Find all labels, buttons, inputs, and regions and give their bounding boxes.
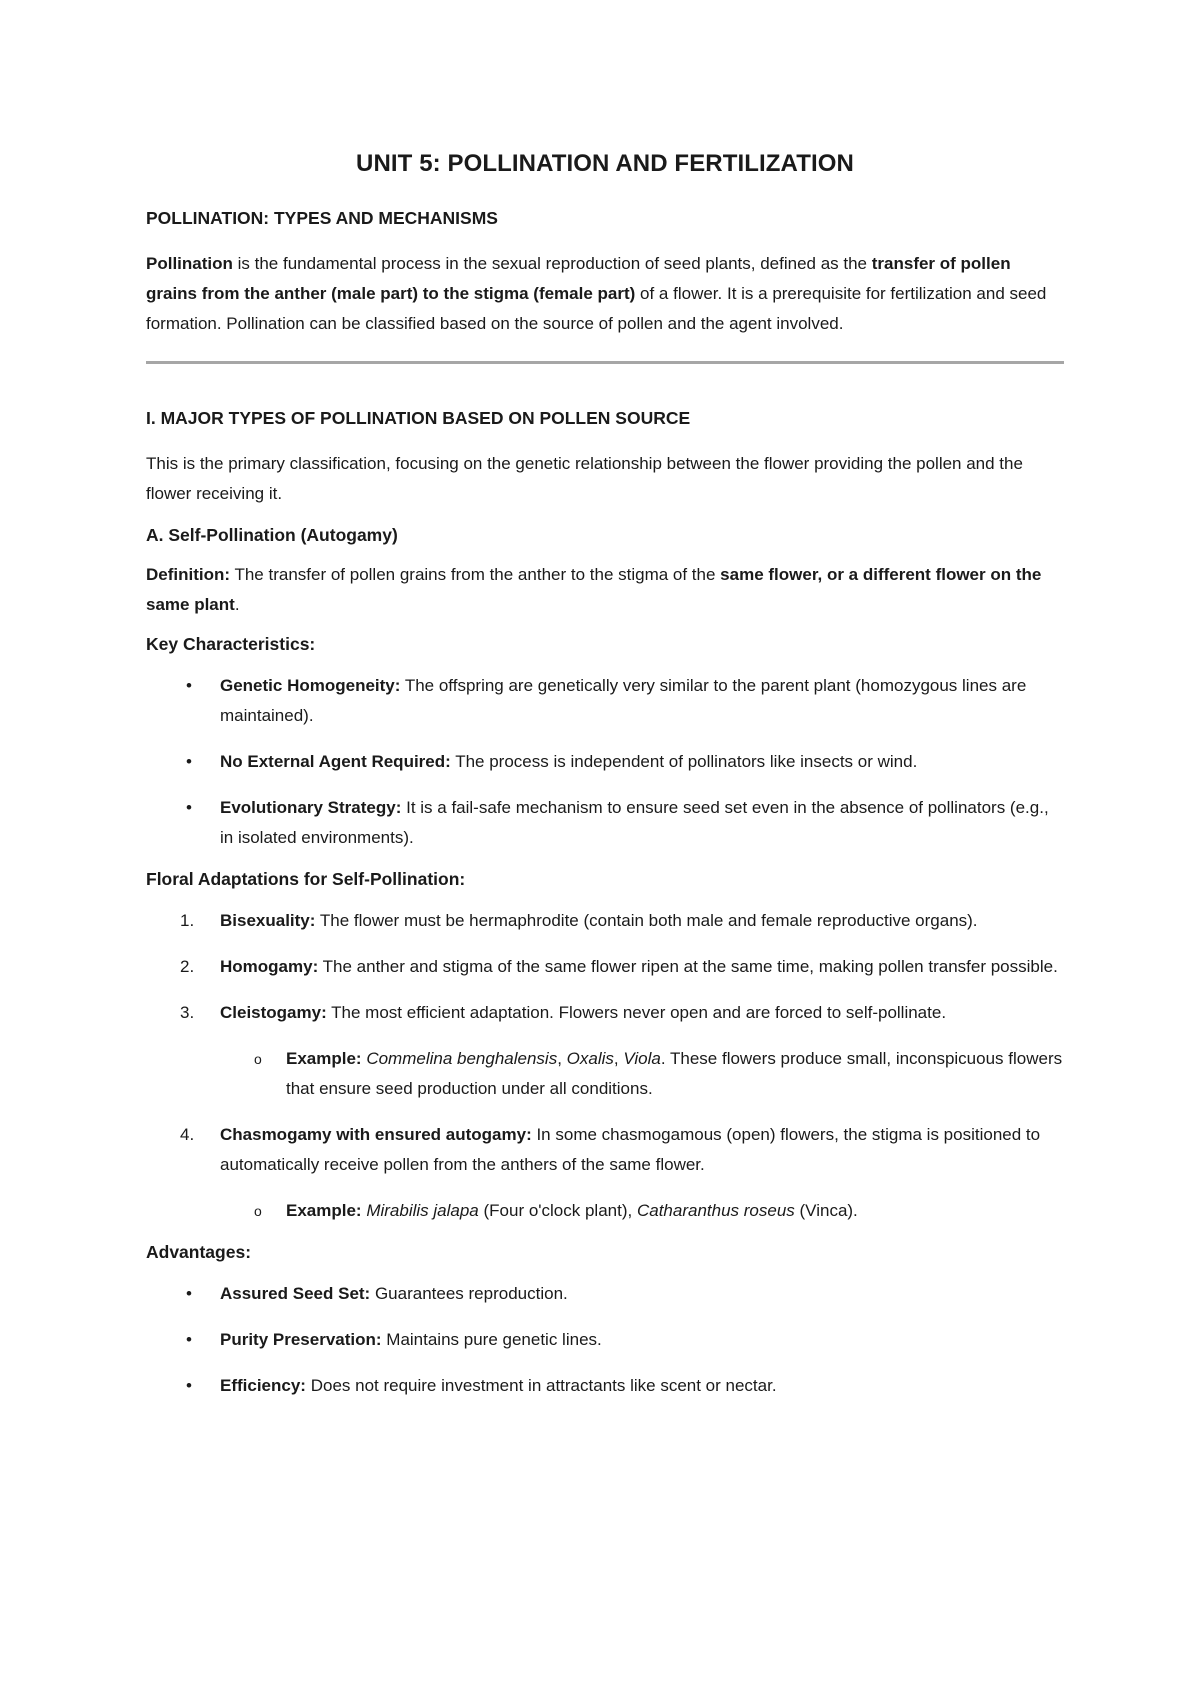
bullet-icon: •: [186, 1376, 192, 1395]
horizontal-rule: [146, 361, 1064, 364]
list-item: 2. Homogamy: The anther and stigma of the same flower ripen at the same time, making pollen transfer possible.: [146, 952, 1064, 982]
list-item: 4. Chasmogamy with ensured autogamy: In some chasmogamous (open) flowers, the stigma is positioned to automatically receive pollen from the anthers of the same flower. o Example: Mirabilis jalapa (Four o'clock plant), Catharanthus roseus (Vinca).: [146, 1120, 1064, 1226]
list-number: 1.: [180, 911, 195, 930]
list-item: 3. Cleistogamy: The most efficient adaptation. Flowers never open and are forced to self-pollinate. o Example: Commelina benghalensis, Oxalis, Viola. These flowers produce small, inconspicuous flowers that ensure seed production under all conditions.: [146, 998, 1064, 1104]
example-item: o Example: Commelina benghalensis, Oxalis, Viola. These flowers produce small, inconspicuous flowers that ensure seed production under all conditions.: [146, 1044, 1064, 1104]
document-title: UNIT 5: POLLINATION AND FERTILIZATION: [356, 150, 854, 177]
bullet-icon: •: [186, 752, 192, 771]
list-number: 4.: [180, 1125, 195, 1144]
floral-adaptations-title: Floral Adaptations for Self-Pollination:: [146, 869, 466, 889]
definition-paragraph: Definition: The transfer of pollen grains from the anther to the stigma of the same flower, or a different flower on the same plant.: [146, 565, 1042, 614]
bullet-icon: •: [186, 1284, 192, 1303]
list-item: • Efficiency: Does not require investment in attractants like scent or nectar.: [146, 1371, 1064, 1401]
list-number: 2.: [180, 957, 195, 976]
document-page: [146, 150, 1064, 1417]
list-number: 3.: [180, 1003, 195, 1022]
advantages-title: Advantages:: [146, 1242, 252, 1262]
bullet-icon: •: [186, 676, 192, 695]
list-item: • Genetic Homogeneity: The offspring are genetically very similar to the parent plant (homozygous lines are maintained).: [146, 671, 1064, 731]
section-intro: This is the primary classification, focusing on the genetic relationship between the flower providing the pollen and the flower receiving it.: [146, 454, 1023, 503]
intro-paragraph: Pollination is the fundamental process in the sexual reproduction of seed plants, defined as the transfer of pollen grains from the anther (male part) to the stigma (female part) of a flower. It is a prerequisite for fertilization and seed formation. Pollination can be classified based on the source of pollen and the agent involved.: [146, 254, 1047, 333]
list-item: • Evolutionary Strategy: It is a fail-safe mechanism to ensure seed set even in the absence of pollinators (e.g., in isolated environments).: [146, 793, 1064, 853]
list-item: • Purity Preservation: Maintains pure genetic lines.: [146, 1325, 1064, 1355]
list-item: 1. Bisexuality: The flower must be hermaphrodite (contain both male and female reproductive organs).: [146, 906, 1064, 936]
sub-bullet-icon: o: [254, 1203, 262, 1219]
bullet-icon: •: [186, 798, 192, 817]
intro-definition: transfer of pollen grains from the anther (male part) to the stigma (female part): [146, 254, 1011, 303]
key-characteristics-title: Key Characteristics:: [146, 634, 316, 654]
section-heading: POLLINATION: TYPES AND MECHANISMS: [146, 208, 498, 228]
floral-adaptations-list: [146, 906, 1064, 1226]
sub-bullet-icon: o: [254, 1051, 262, 1067]
advantages-list: [146, 1279, 1064, 1401]
intro-term: Pollination: [146, 254, 233, 273]
key-characteristics-list: [146, 671, 1064, 853]
subsection-title: A. Self-Pollination (Autogamy): [146, 525, 398, 545]
list-item: • Assured Seed Set: Guarantees reproduction.: [146, 1279, 1064, 1309]
example-item: o Example: Mirabilis jalapa (Four o'clock plant), Catharanthus roseus (Vinca).: [146, 1196, 1064, 1226]
section-title: I. MAJOR TYPES OF POLLINATION BASED ON POLLEN SOURCE: [146, 408, 691, 428]
bullet-icon: •: [186, 1330, 192, 1349]
list-item: • No External Agent Required: The process is independent of pollinators like insects or wind.: [146, 747, 1064, 777]
